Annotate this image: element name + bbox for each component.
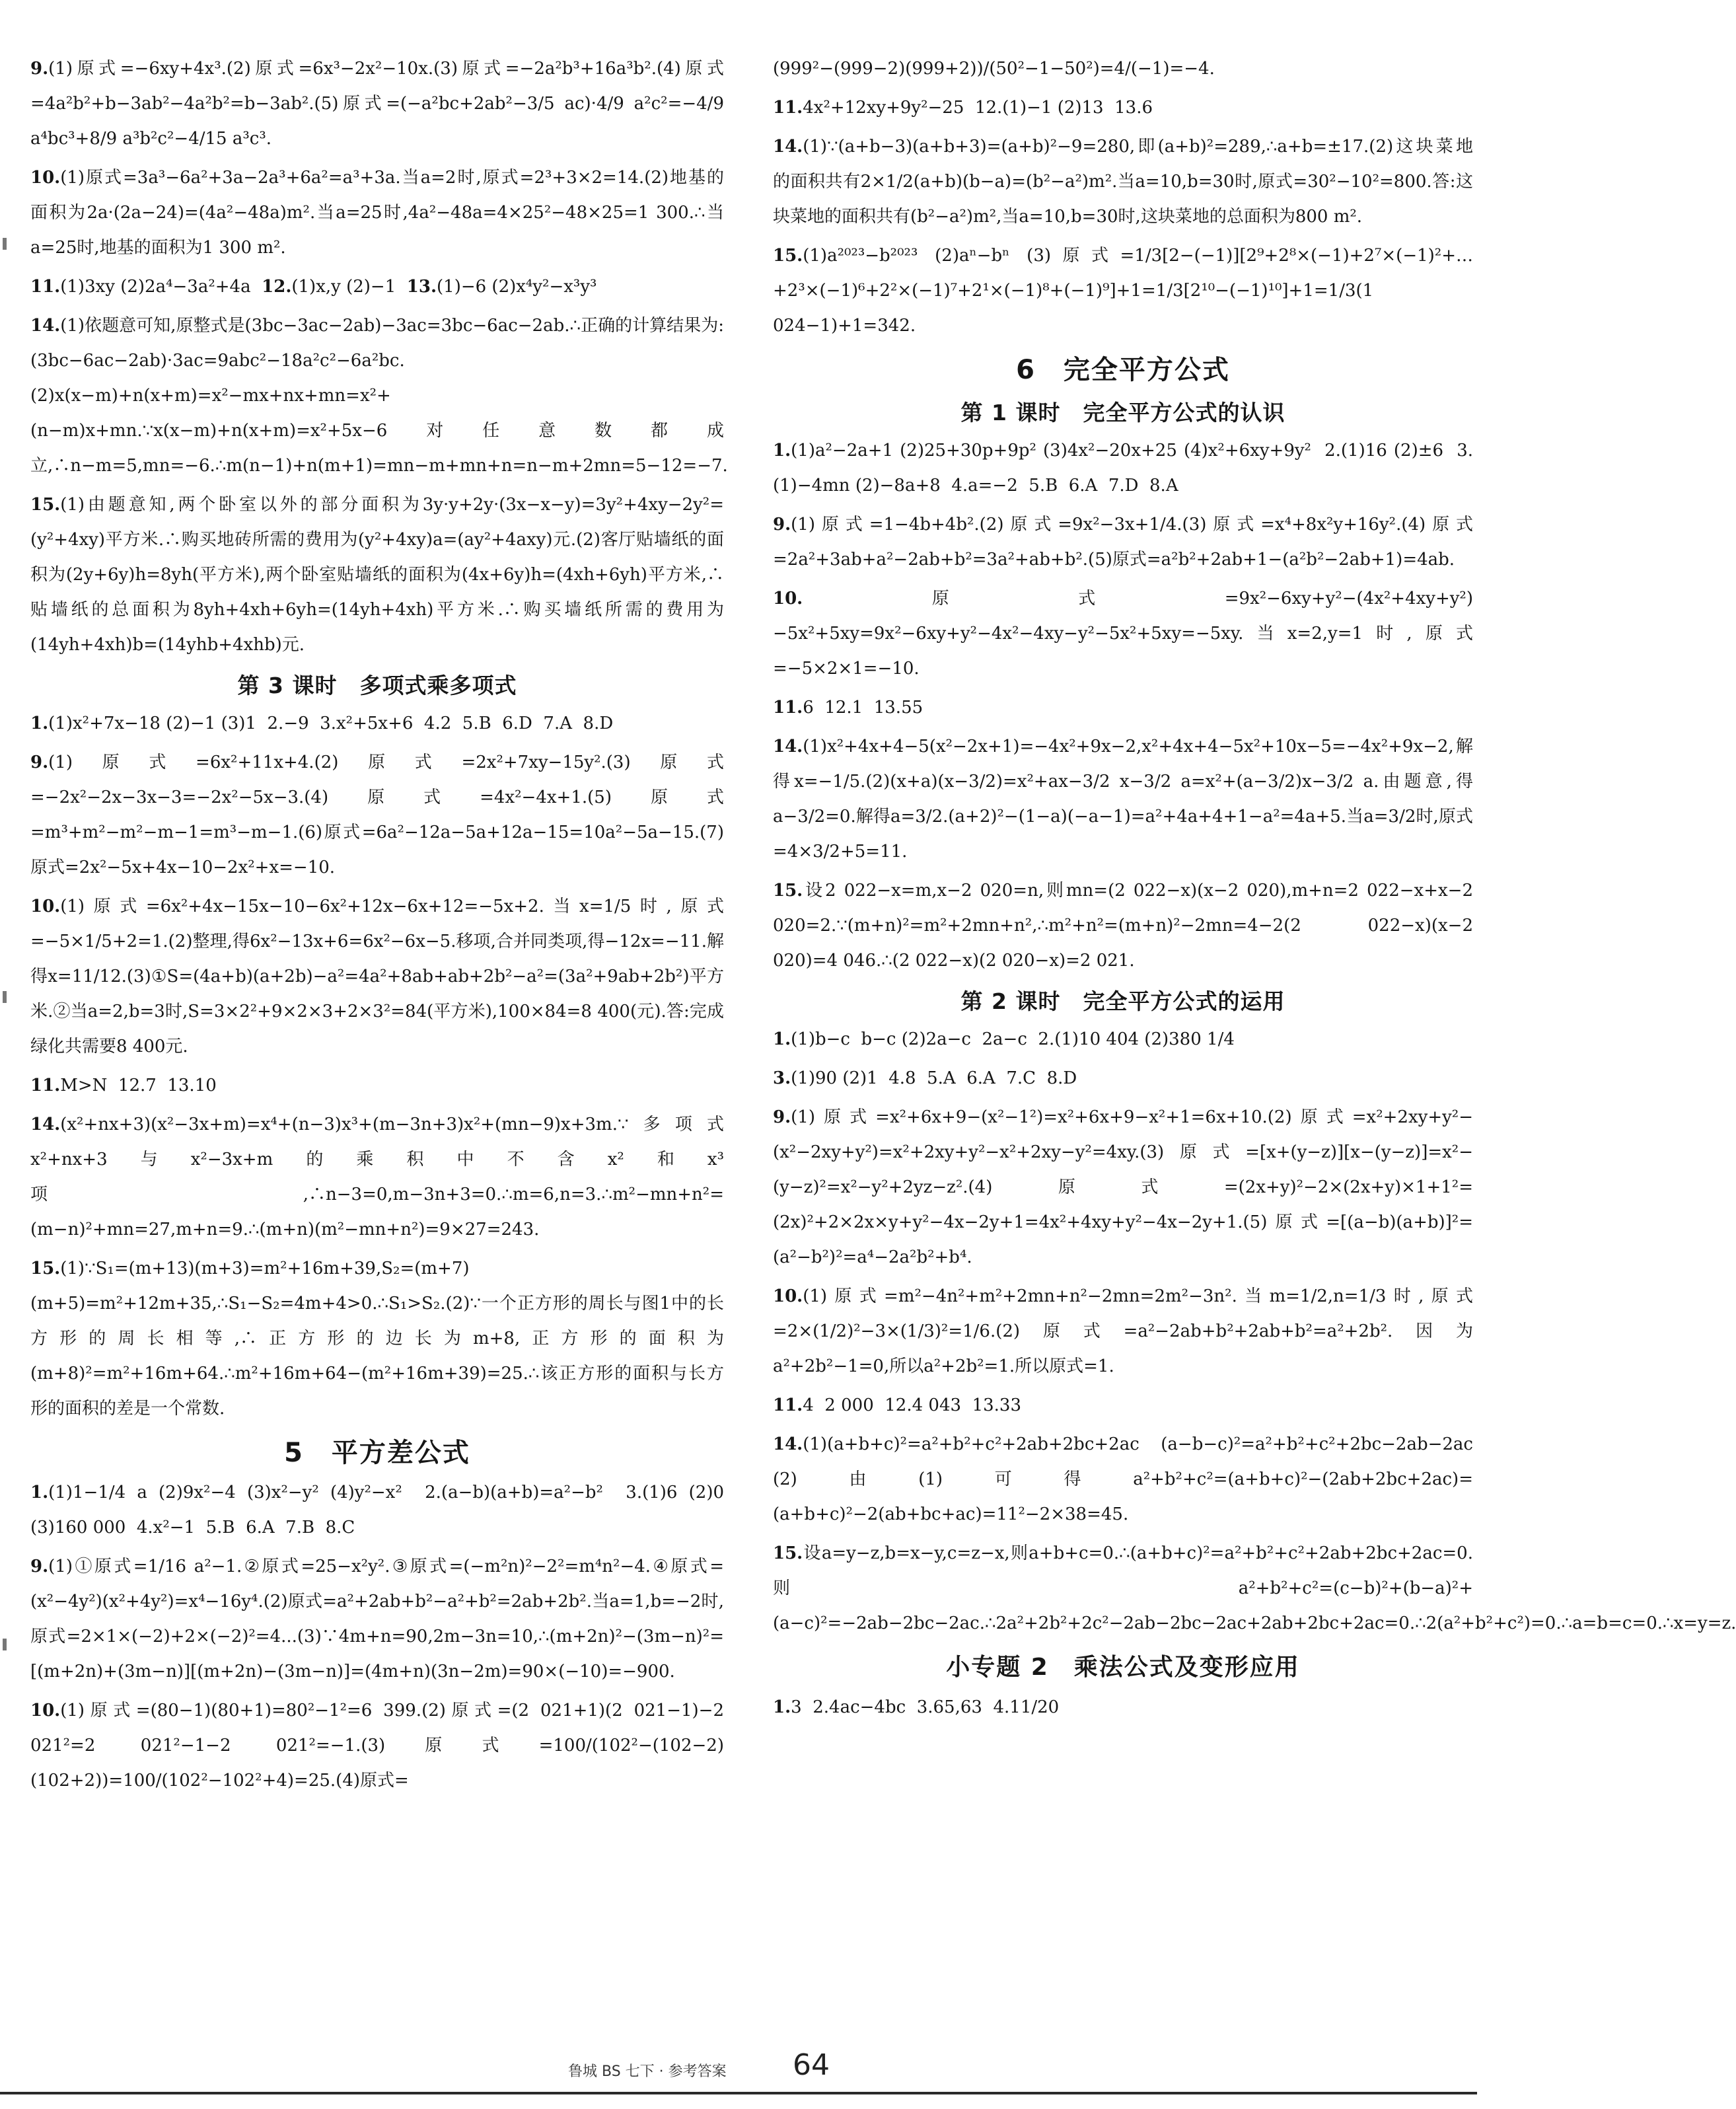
item-text: (1)原式=(80−1)(80+1)=80²−1²=6 399.(2)原式=(2 021+1)(2 021−1)−2 021²=2 021²−1−2 021²=−1.(3)原式=100/(102²−(102−2)(102+2))=100/(102²−102²+4)=25.(4)原式= [30,1701,724,1791]
answer-item [30,1475,730,1545]
item-text: (1)∵S₁=(m+13)(m+3)=m²+16m+39,S₂=(m+7)(m+5)=m²+12m+35,∴S₁−S₂=4m+4>0.∴S₁>S₂.(2)∵一个正方形的周长与图1中的长方形的周长相等,∴正方形的边长为m+8,正方形的面积为(m+8)²=m²+16m+64.∴m²+16m+64−(m²+16m+39)=25.∴该正方形的面积与长方形的面积的差是一个常数. [30,1259,724,1419]
answer-item [773,91,1473,126]
item-number: 9. [30,1557,49,1576]
answer-item [30,1107,724,1247]
item-text: (1)90 (2)1 4.8 5.A 6.A 7.C 8.D [791,1068,1077,1088]
item-number: 1. [30,1483,49,1502]
answer-group [773,1690,1473,1725]
answer-item [773,690,1473,725]
item-text: (1)原式=m²−4n²+m²+2mn+n²−2mn=2m²−3n².当m=1/2,n=1/3时,原式=2×(1/2)²−3×(1/3)²=1/6.(2)原式=a²−2ab+b²+2ab+b²=a²+2b².因为a²+2b²−1=0,所以a²+2b²=1.所以原式=1. [773,1286,1473,1376]
item-text: (1)原式=3a³−6a²+3a−2a³+6a²=a³+3a.当a=2时,原式=2³+3×2=14.(2)地基的面积为2a·(2a−24)=(4a²−48a)m².当a=25时,4a²−48a=4×25²−48×25=1 300.∴当a=25时,地基的面积为1 300 m². [30,168,724,258]
answer-item [773,1061,1473,1096]
item-number: 15. [773,881,803,901]
item-text: (1)3xy (2)2a⁴−3a²+4a [60,277,251,297]
item-text: 原式=9x²−6xy+y²−(4x²+4xy+y²)−5x²+5xy=9x²−6xy+y²−4x²−4xy−y²−5x²+5xy=−5xy.当x=2,y=1时,原式=−5×2×1=−10. [773,589,1473,679]
item-text: M>N 12.7 13.10 [60,1076,217,1095]
item-number: 15. [30,1259,61,1278]
item-number: 1. [30,714,49,733]
answer-item [30,270,724,305]
item-number: 10. [30,168,61,188]
answer-item [773,1536,1736,1641]
binding-edge-mark [3,1639,7,1650]
answer-group [30,52,728,663]
answer-item [30,161,724,266]
answer-item [773,1427,1473,1532]
item-text: (1)x,y (2)−1 [291,277,396,297]
item-number: 10. [30,897,61,916]
item-text: (1)a²−2a+1 (2)25+30p+9p² (3)4x²−20x+25 (4)x²+6xy+9y² 2.(1)16 (2)±6 3.(1)−4mn (2)−8a+8 4.a=−2 5.B 6.A 7.D 8.A [773,441,1473,496]
item-text: 设2 022−x=m,x−2 020=n,则mn=(2 022−x)(x−2 020),m+n=2 022−x+x−2 020=2.∵(m+n)²=m²+2mn+n²,∴m²+n²=(m+n)²−2mn=4−2(2 022−x)(x−2 020)=4 046.∴(2 022−x)(2 020−x)=2 021. [773,881,1473,971]
item-text: (1)由题意知,两个卧室以外的部分面积为3y·y+2y·(3x−x−y)=3y²+4xy−2y²=(y²+4xy)平方米.∴购买地砖所需的费用为(y²+4xy)a=(ay²+4axy)元.(2)客厅贴墙纸的面积为(2y+6y)h=8yh(平方米),两个卧室贴墙纸的面积为(4x+6y)h=(4xh+6yh)平方米,∴贴墙纸的总面积为8yh+4xh+6yh=(14yh+4xh)平方米.∴购买墙纸所需的费用为(14yh+4xh)b=(14yhb+4xhb)元. [30,495,724,655]
answer-item [773,507,1473,577]
right-column [773,52,1736,2034]
item-text: (x²+nx+3)(x²−3x+m)=x⁴+(n−3)x³+(m−3n+3)x²+(mn−9)x+3m.∵多项式x²+nx+3与x²−3x+m的乘积中不含x²和x³项,∴n−3=0,m−3n+3=0.∴m=6,n=3.∴m²−mn+n²=(m−n)²+mn=27,m+n=9.∴(m+n)(m²−mn+n²)=9×27=243. [30,1115,724,1240]
section-title: 6 完全平方公式 [1016,355,1230,385]
item-number: 10. [773,1286,803,1306]
answer-item [30,488,724,663]
section-title: 5 平方差公式 [284,1438,470,1468]
item-number: 14. [773,137,803,157]
item-number: 11. [30,1076,61,1095]
item-text: 4x²+12xy+9y²−25 12.(1)−1 (2)13 13.6 [803,98,1153,118]
answer-group [773,52,1473,344]
answer-item [773,729,1473,870]
lesson-title: 第 1 课时 完全平方公式的认识 [960,400,1285,426]
item-text: 4 2 000 12.4 043 13.33 [803,1395,1022,1415]
binding-edge-mark [3,991,7,1003]
answer-group [773,1022,1736,1641]
item-number: 9. [30,753,49,772]
item-text: 3 2.4ac−4bc 3.65,63 4.11/20 [791,1697,1060,1717]
item-number: 14. [773,737,803,757]
item-number: 11. [773,98,803,118]
answer-item [30,889,724,1064]
answer-item [773,873,1473,979]
item-number: 9. [773,515,791,535]
item-number: 14. [30,316,61,336]
item-text: (1)a²⁰²³−b²⁰²³ (2)aⁿ−bⁿ (3)原式=1/3[2−(−1)][2⁹+2⁸×(−1)+2⁷×(−1)²+…+2³×(−1)⁶+2²×(−1)⁷+2¹×(−1)⁸+(−1)⁹]+1=1/3[2¹⁰−(−1)¹⁰]+1=1/3(1 024−1)+1=342. [773,246,1473,336]
answer-group [30,1475,730,1798]
item-number: 14. [30,1115,61,1134]
answer-item [30,52,724,157]
lesson-title: 第 3 课时 多项式乘多项式 [237,673,517,698]
answer-item [773,239,1473,344]
item-text: (1)原式=−6xy+4x³.(2)原式=6x³−2x²−10x.(3)原式=−2a²b³+16a³b².(4)原式=4a²b²+b−3ab²−4a²b²=b−3ab².(5)原式=(−a²bc+2ab²−3/5 ac)·4/9 a²c²=−4/9 a⁴bc³+8/9 a³b²c²−4/15 a³c³. [30,59,724,149]
answer-item [773,1279,1473,1384]
item-text: (1)(a+b+c)²=a²+b²+c²+2ab+2bc+2ac (a−b−c)²=a²+b²+c²+2bc−2ab−2ac (2)由(1)可得a²+b²+c²=(a+b+c)²−(2ab+2bc+2ac)=(a+b+c)²−2(ab+bc+ac)=11²−2×38=45. [773,1434,1473,1524]
item-text: (1)原式=6x²+4x−15x−10−6x²+12x−6x+12=−5x+2.当x=1/5时,原式=−5×1/5+2=1.(2)整理,得6x²−13x+6=6x²−6x−5.移项,合并同类项,得−12x=−11.解得x=11/12.(3)①S=(4a+b)(a+2b)−a²=4a²+8ab+ab+2b²−a²=(3a²+9ab+2b²)平方米.②当a=2,b=3时,S=3×2²+9×2×3+2×3²=84(平方米),100×84=8 400(元).答:完成绿化共需要8 400元. [30,897,724,1056]
item-number: 11. [30,277,61,297]
answer-item [773,433,1473,503]
page-footer [0,2048,1477,2088]
item-number: 15. [773,246,803,266]
item-number: 10. [30,1701,61,1720]
answer-group [30,706,724,1426]
item-text: (1)原式=6x²+11x+4.(2)原式=2x²+7xy−15y².(3)原式=−2x²−2x−3x−3=−2x²−5x−3.(4)原式=4x²−4x+1.(5)原式=m³+m²−m²−m−1=m³−m−1.(6)原式=6a²−12a−5a+12a−15=10a²−5a−15.(7)原式=2x²−5x+4x−10−2x²+x=−10. [30,753,724,877]
item-text: (1)b−c b−c (2)2a−c 2a−c 2.(1)10 404 (2)380 1/4 [791,1029,1235,1049]
answer-item [30,745,724,885]
section-title: 小专题 2 乘法公式及变形应用 [946,1654,1300,1681]
answer-item [30,1251,724,1426]
footer-label: 鲁城 BS 七下 · 参考答案 [568,2063,727,2080]
answer-item [773,1100,1473,1275]
item-number: 12. [262,277,292,297]
answer-item [30,706,724,741]
item-text: (1)①原式=1/16 a²−1.②原式=25−x²y².③原式=(−m²n)²−2²=m⁴n²−4.④原式=(x²−4y²)(x²+4y²)=x⁴−16y⁴.(2)原式=a²+2ab+b²−a²+b²=2ab+2b².当a=1,b=−2时,原式=2×1×(−2)+2×(−2)²=4...(3)∵4m+n=90,2m−3n=10,∴(m+2n)²−(3m−n)²=[(m+2n)+(3m−n)][(m+2n)−(3m−n)]=(4m+n)(3n−2m)=90×(−10)=−900. [30,1557,724,1682]
item-text: (1)∵(a+b−3)(a+b+3)=(a+b)²−9=280,即(a+b)²=289,∴a+b=±17.(2)这块菜地的面积共有2×1/2(a+b)(b−a)=(b²−a²)m².当a=10,b=30时,原式=30²−10²=800.答:这块菜地的面积共有(b²−a²)m²,当a=10,b=30时,这块菜地的总面积为800 m². [773,137,1473,227]
item-number: 9. [30,59,49,79]
answer-item [773,52,1473,87]
answer-item [773,581,1473,686]
item-number: 14. [773,1434,803,1454]
answer-item [773,130,1473,235]
answer-item [773,1690,1473,1725]
item-text: 设a=y−z,b=x−y,c=z−x,则a+b+c=0.∴(a+b+c)²=a²+b²+c²+2ab+2bc+2ac=0.则a²+b²+c²=(c−b)²+(b−a)²+(a−c)²=−2ab−2bc−2ac.∴2a²+2b²+2c²−2ab−2bc−2ac+2ab+2bc+2ac=0.∴2(a²+b²+c²)=0.∴a=b=c=0.∴x=y=z. [773,1543,1736,1633]
item-text: (1)x²+7x−18 (2)−1 (3)1 2.−9 3.x²+5x+6 4.2 5.B 6.D 7.A 8.D [48,714,614,733]
bottom-rule [0,2092,1477,2094]
item-number: 3. [773,1068,791,1088]
item-text: (1)1−1/4 a (2)9x²−4 (3)x²−y² (4)y²−x² 2.(a−b)(a+b)=a²−b² 3.(1)6 (2)0 (3)160 000 4.x²−1 5.B 6.A 7.B 8.C [30,1483,730,1537]
answer-item [773,1022,1473,1057]
item-text: (1)x²+4x+4−5(x²−2x+1)=−4x²+9x−2,x²+4x+4−5x²+10x−5=−4x²+9x−2,解得x=−1/5.(2)(x+a)(x−3/2)=x²+ax−3/2 x−3/2 a=x²+(a−3/2)x−3/2 a.由题意,得a−3/2=0.解得a=3/2.(a+2)²−(1−a)(−a−1)=a²+4a+4+1−a²=4a+5.当a=3/2时,原式=4×3/2+5=11. [773,737,1473,862]
item-text: 6 12.1 13.55 [803,698,923,718]
item-number: 11. [773,698,803,718]
item-number: 10. [773,589,803,609]
binding-edge-mark [3,238,7,250]
item-text: (1)依题意可知,原整式是(3bc−3ac−2ab)−3ac=3bc−6ac−2ab.∴正确的计算结果为:(3bc−6ac−2ab)·3ac=9abc²−18a²c²−6a²bc.(2)x(x−m)+n(x+m)=x²−mx+nx+mn=x²+(n−m)x+mn.∵x(x−m)+n(x+m)=x²+5x−6对任意数都成立,∴n−m=5,mn=−6.∴m(n−1)+n(m+1)=mn−m+mn+n=n−m+2mn=5−12=−7. [30,316,728,476]
item-text: (1)−6 (2)x⁴y²−x³y³ [437,277,597,297]
answer-item [30,1549,724,1689]
answer-group [773,433,1473,979]
item-number: 1. [773,441,791,461]
item-number: 1. [773,1697,791,1717]
page-number: 64 [793,2048,830,2082]
item-text: (1)原式=1−4b+4b².(2)原式=9x²−3x+1/4.(3)原式=x⁴+8x²y+16y².(4)原式=2a²+3ab+a²−2ab+b²=3a²+ab+b².(5)原式=a²b²+2ab+1−(a²b²−2ab+1)=4ab. [773,515,1473,570]
item-text: (1)原式=x²+6x+9−(x²−1²)=x²+6x+9−x²+1=6x+10.(2)原式=x²+2xy+y²−(x²−2xy+y²)=x²+2xy+y²−x²+2xy−y²=4xy.(3)原式=[x+(y−z)][x−(y−z)]=x²−(y−z)²=x²−y²+2yz−z².(4)原式=(2x+y)²−2×(2x+y)×1+1²=(2x)²+2×2x×y+y²−4x−2y+1=4x²+4xy+y²−4x−2y+1.(5)原式=[(a−b)(a+b)]²=(a²−b²)²=a⁴−2a²b²+b⁴. [773,1107,1473,1267]
item-number: 13. [406,277,437,297]
item-number: 1. [773,1029,791,1049]
lesson-title: 第 2 课时 完全平方公式的运用 [960,988,1285,1014]
left-column [30,52,730,2034]
item-number: 15. [30,495,61,515]
answer-item [773,1388,1473,1423]
answer-item [30,1693,724,1798]
item-number: 11. [773,1395,803,1415]
item-number: 15. [773,1543,803,1563]
item-text: (999²−(999−2)(999+2))/(50²−1−50²)=4/(−1)=−4. [773,59,1215,79]
item-number: 9. [773,1107,791,1127]
answer-item [30,309,728,484]
answer-item [30,1068,724,1103]
